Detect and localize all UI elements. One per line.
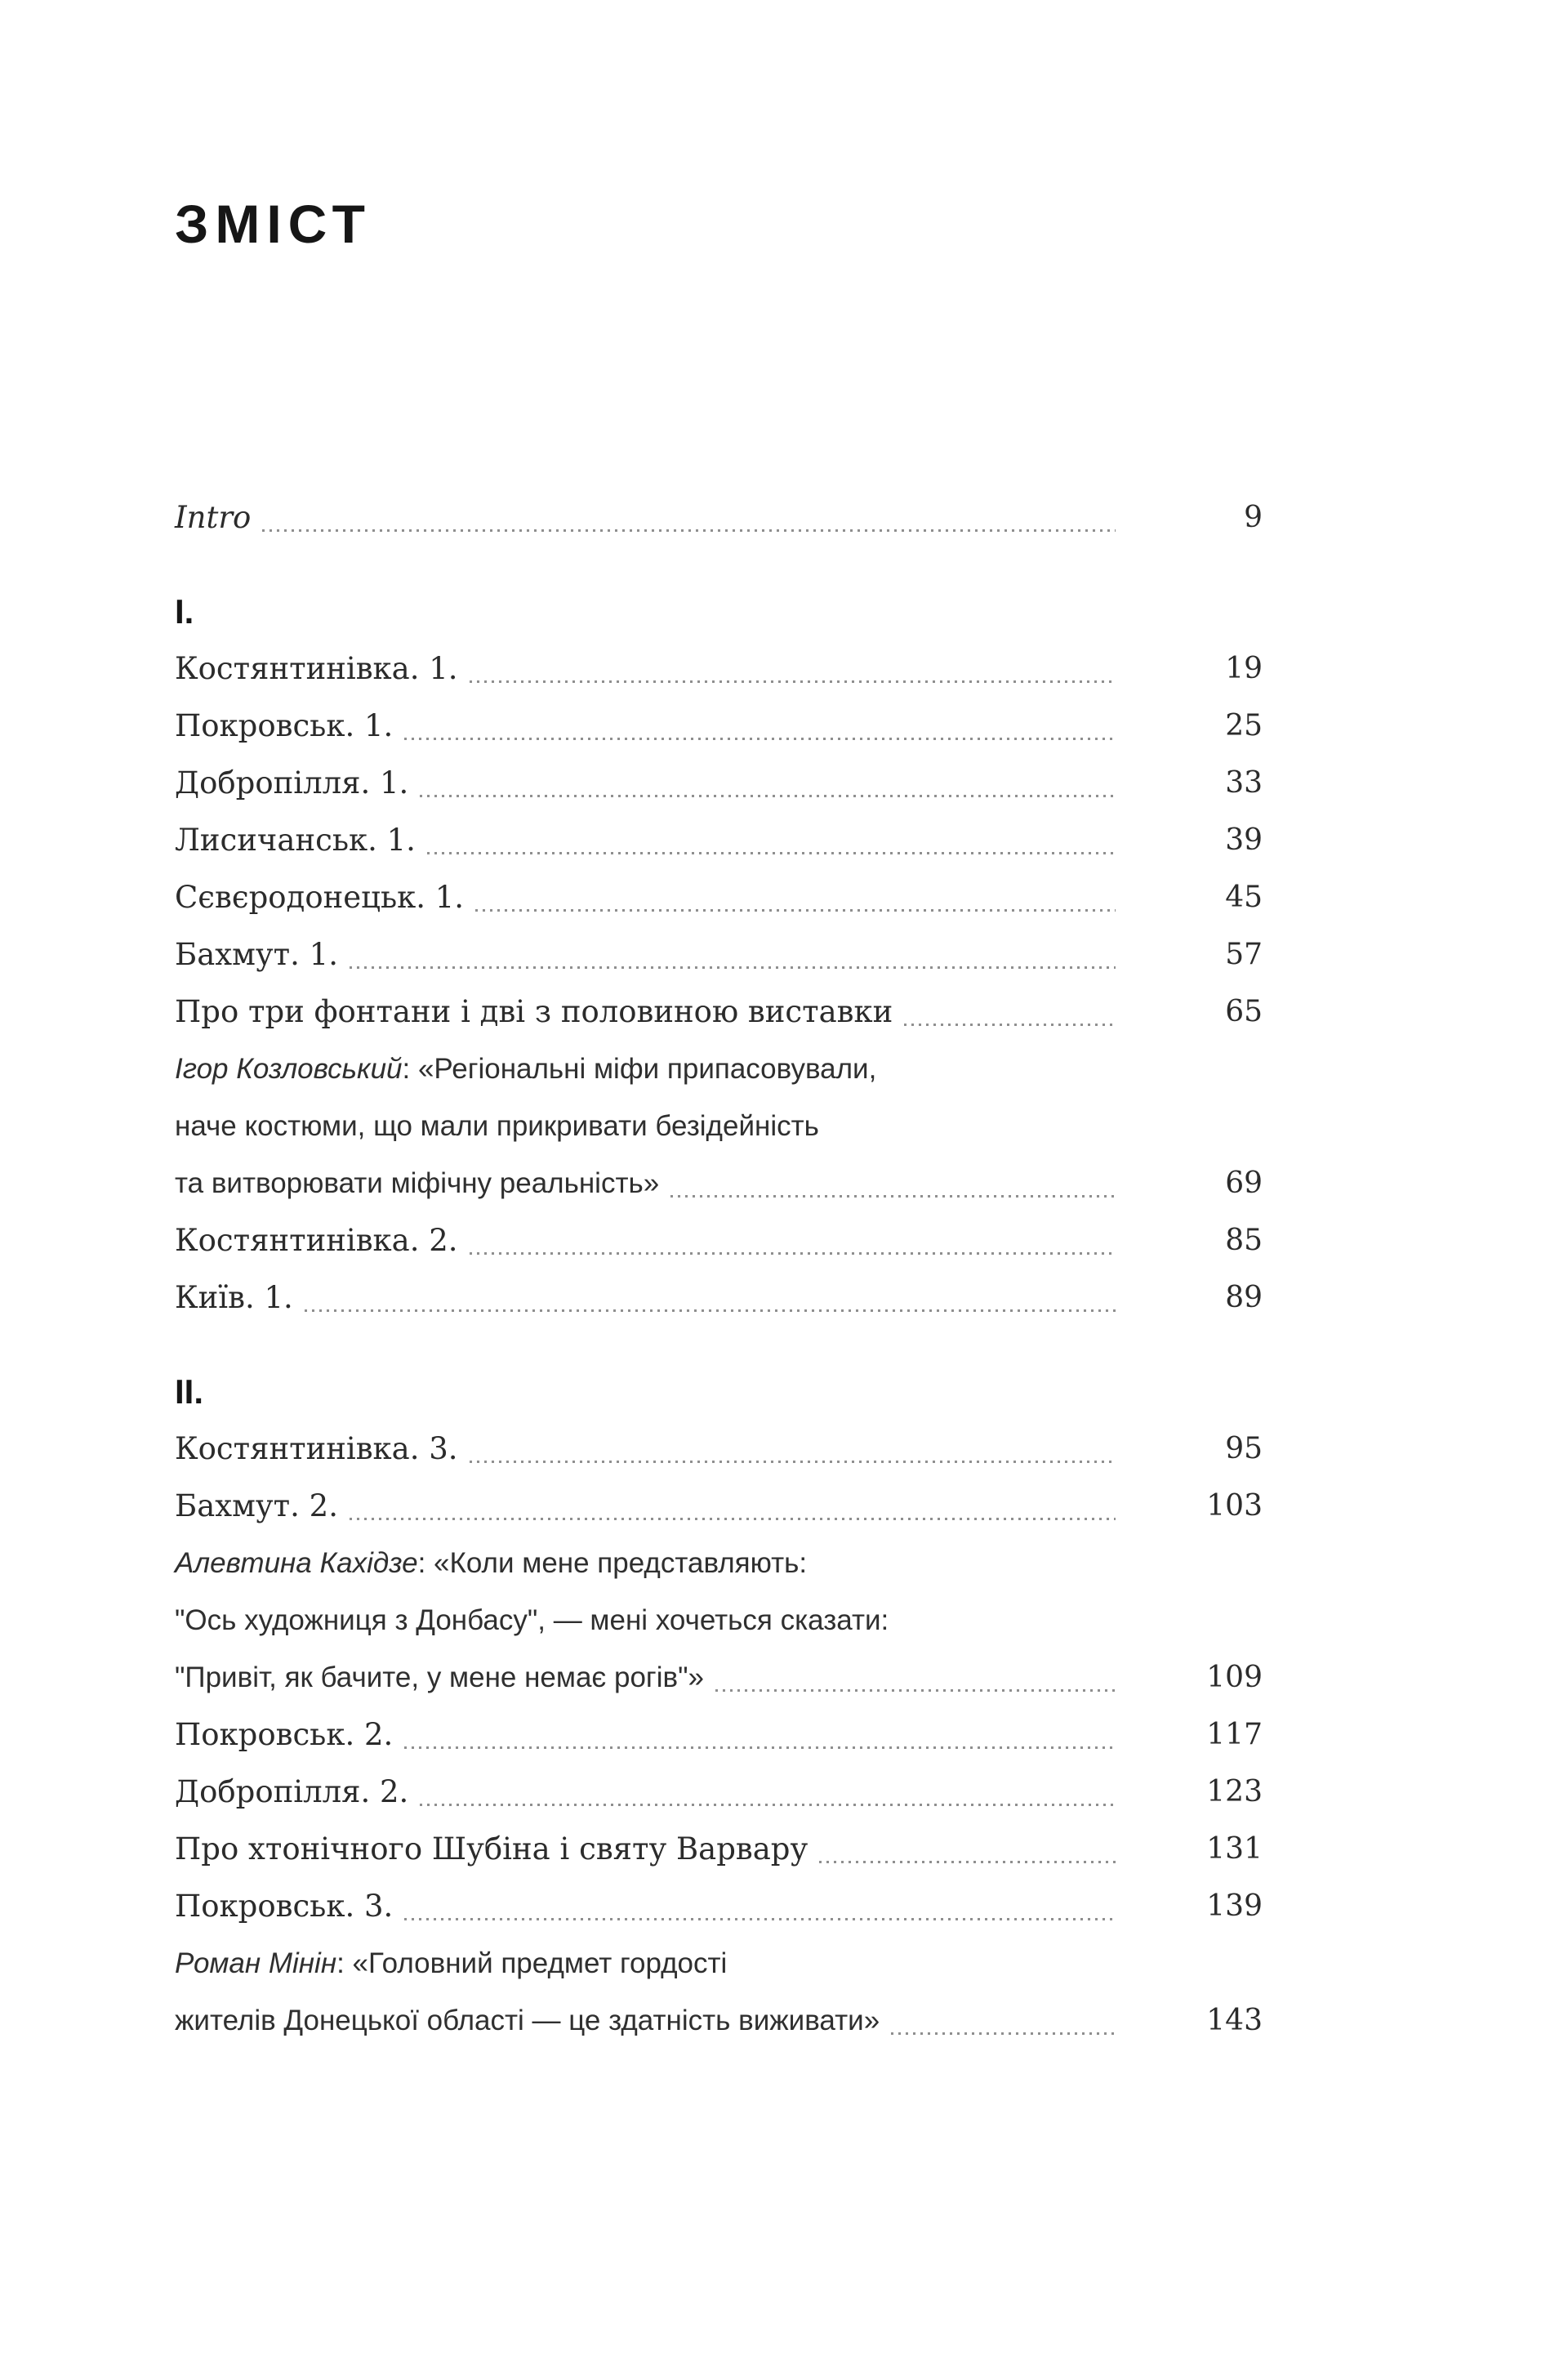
toc-entry-line [175,1992,1263,2049]
toc-entry [175,812,1263,869]
toc-entry-line [175,1649,1263,1706]
toc-entry-line [175,1478,1263,1535]
toc-entry-line [175,698,1263,755]
toc-entry-line [175,1935,1263,1992]
dot-leader [420,1764,1116,1821]
page-number: 139 [1206,1889,1263,1923]
entry-text-rest: : «Регіональні міфи припасовували, [402,1052,877,1085]
entry-text: Про три фонтани і дві з половиною виставки [175,993,893,1029]
entry-text: Костянтинівка. 1. [175,650,458,686]
dot-leader [470,640,1116,698]
entry-text: наче костюми, що мали прикривати безідейність [175,1109,819,1142]
entry-text: "Привіт, як бачите, у мене немає рогів"» [175,1661,704,1693]
toc-entry-line [175,1535,1263,1592]
entry-text: та витворювати міфічну реальність» [175,1166,660,1199]
entry-text: Добропілля. 2. [175,1773,409,1809]
dot-leader [404,1706,1116,1764]
entry-text: Сєвєродонецьк. 1. [175,879,465,915]
page-number: 9 [1244,500,1263,534]
entry-text: Добропілля. 1. [175,765,409,801]
toc-entry-line [175,1212,1263,1269]
toc-entry [175,1821,1263,1878]
toc-entry [175,489,1263,546]
dot-leader [420,755,1116,812]
toc-entry [175,1706,1263,1764]
toc-entry-line [175,1821,1263,1878]
toc-entry-line [175,1421,1263,1478]
toc-entry-line [175,869,1263,926]
page-number: 19 [1225,651,1263,685]
toc-entry [175,1764,1263,1821]
page-number: 131 [1206,1831,1263,1866]
entry-text: Лисичанськ. 1. [175,822,416,858]
toc-entry-line [175,812,1263,869]
entry-text: Покровськ. 2. [175,1716,394,1752]
toc-entry-line [175,926,1263,983]
page-number: 69 [1225,1166,1263,1200]
entry-text: Покровськ. 1. [175,707,394,743]
toc-entry-line [175,1592,1263,1649]
dot-leader [891,1992,1116,2049]
entry-text: Костянтинівка. 2. [175,1222,458,1258]
dot-leader [475,869,1116,926]
page-number: 109 [1206,1660,1263,1694]
page-number: 65 [1225,994,1263,1028]
entry-text: Про хтонічного Шубіна і святу Варвару [175,1831,808,1867]
page-number: 103 [1206,1488,1263,1523]
entry-text-rest: : «Коли мене представляють: [417,1546,808,1579]
page-number: 117 [1206,1717,1263,1751]
dot-leader [404,1878,1116,1935]
toc-entry [175,698,1263,755]
toc-entry [175,755,1263,812]
toc-entry-line [175,1155,1263,1212]
entry-text [175,1947,727,1979]
entry-text [175,1053,876,1085]
entry-text: Покровськ. 3. [175,1888,394,1924]
author-name: Роман Мінін [175,1947,337,1979]
page-number: 95 [1225,1431,1263,1465]
page-number: 57 [1225,937,1263,971]
toc-entry [175,1535,1263,1706]
page-number: 89 [1225,1280,1263,1314]
toc-entry [175,1041,1263,1212]
page-number: 143 [1206,2003,1263,2037]
toc-entry [175,1935,1263,2049]
entry-text: жителів Донецької області — це здатність виживати» [175,2004,880,2036]
toc-entry-line [175,1764,1263,1821]
toc-entry-line [175,755,1263,812]
page-number: 123 [1206,1774,1263,1809]
entry-text: Intro [175,499,252,535]
section-heading: II. [175,1372,204,1411]
page-title: ЗМІСТ [175,194,372,254]
dot-leader [470,1421,1116,1478]
toc-entry [175,1421,1263,1478]
toc-entry-line [175,489,1263,546]
page-number: 33 [1225,765,1263,800]
toc-entry-line [175,1098,1263,1155]
toc-entry-line [175,1041,1263,1098]
author-name: Ігор Козловський [175,1052,403,1085]
dot-leader [350,926,1116,983]
toc-entry [175,869,1263,926]
entry-text: Костянтинівка. 3. [175,1430,458,1466]
toc-entry-line [175,983,1263,1041]
toc-entry-line [175,1706,1263,1764]
author-name: Алевтина Кахідзе [175,1546,418,1579]
dot-leader [904,983,1116,1041]
toc-entry-line [175,1269,1263,1327]
toc-list [175,489,1263,2049]
dot-leader [470,1212,1116,1269]
page-number: 25 [1225,708,1263,743]
dot-leader [427,812,1116,869]
toc-entry-line [175,640,1263,698]
dot-leader [715,1649,1116,1706]
entry-text: "Ось художниця з Донбасу", — мені хочеться сказати: [175,1603,889,1636]
entry-text: Бахмут. 1. [175,936,338,972]
toc-entry-line [175,1878,1263,1935]
toc-entry [175,1878,1263,1935]
entry-text: Київ. 1. [175,1279,293,1315]
dot-leader [819,1821,1116,1878]
page-number: 85 [1225,1223,1263,1257]
toc-entry [175,1212,1263,1269]
toc-entry [175,926,1263,983]
dot-leader [670,1155,1116,1212]
dot-leader [350,1478,1116,1535]
toc-entry [175,1269,1263,1327]
toc-entry [175,1478,1263,1535]
toc-entry [175,983,1263,1041]
entry-text [175,1547,807,1579]
entry-text: Бахмут. 2. [175,1487,338,1523]
section-heading: I. [175,591,194,631]
page-number: 45 [1225,880,1263,914]
dot-leader [305,1269,1116,1327]
toc-entry [175,640,1263,698]
page-number: 39 [1225,823,1263,857]
dot-leader [262,489,1116,546]
entry-text-rest: : «Головний предмет гордості [336,1947,728,1979]
dot-leader [404,698,1116,755]
